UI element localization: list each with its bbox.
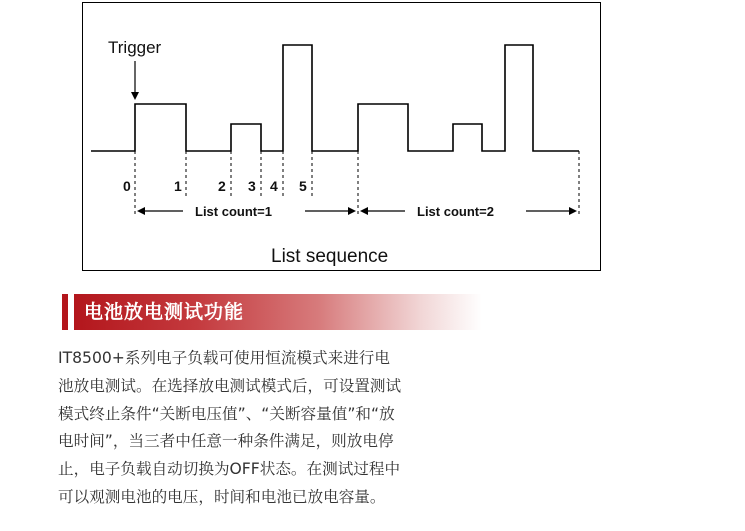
tick-label: 5 <box>299 178 307 194</box>
trigger-arrow-head <box>131 92 139 100</box>
paragraph-line: 止，电子负载自动切换为OFF状态。在测试过程中 <box>58 460 401 479</box>
paragraph-line: 可以观测电池的电压，时间和电池已放电容量。 <box>58 487 386 506</box>
count-arrow-head <box>137 207 145 215</box>
list-count-label: List count=1 <box>195 204 272 219</box>
tick-label: 0 <box>123 178 131 194</box>
tick-label: 2 <box>218 178 226 194</box>
paragraph-line: IT8500+系列电子负载可使用恒流模式来进行电 <box>58 349 390 367</box>
trigger-label: Trigger <box>108 38 162 57</box>
paragraph-line: 电时间”，当三者中任意一种条件满足，则放电停 <box>58 432 394 451</box>
pulse-waveform <box>91 45 579 151</box>
count-arrow-head <box>348 207 356 215</box>
count-arrow-head <box>360 207 368 215</box>
list-sequence-figure <box>82 2 601 271</box>
tick-label: 4 <box>270 178 278 194</box>
tick-label: 1 <box>174 178 182 194</box>
figure-caption: List sequence <box>271 246 389 267</box>
section-header <box>62 294 482 330</box>
paragraph-line: 池放电测试。在选择放电测试模式后，可设置测试 <box>58 376 402 395</box>
list-count-label: List count=2 <box>417 204 494 219</box>
body-paragraph <box>58 345 468 512</box>
section-accent-bar <box>62 294 68 330</box>
section-title: 电池放电测试功能 <box>84 301 245 323</box>
tick-label: 3 <box>248 178 256 194</box>
paragraph-line: 模式终止条件“关断电压值”、“关断容量值”和“放 <box>58 404 395 423</box>
count-arrow-head <box>569 207 577 215</box>
